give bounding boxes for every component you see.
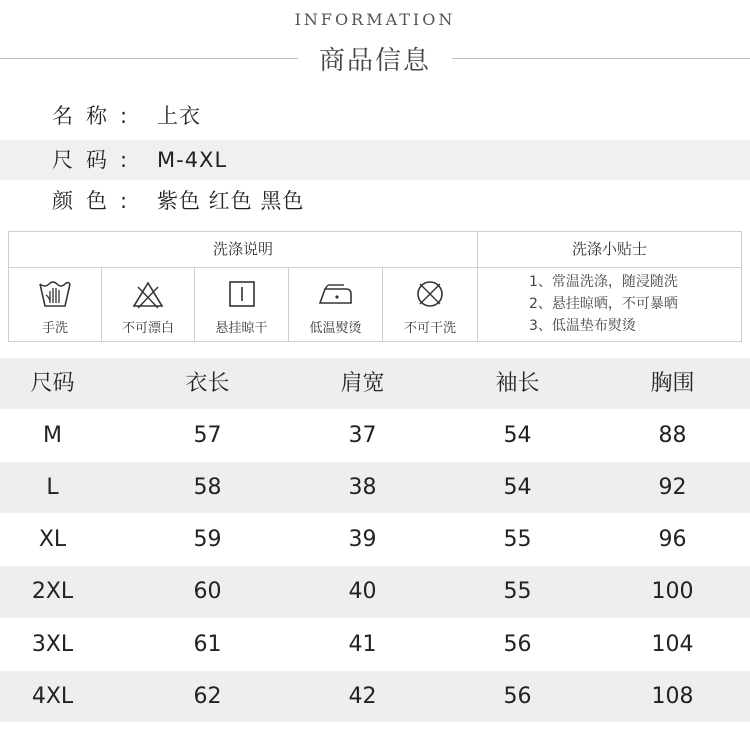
- size-header-cell: 肩宽: [340, 371, 385, 396]
- size-cell: 37: [348, 423, 377, 448]
- size-cell: M: [43, 423, 62, 448]
- size-cell: 56: [503, 684, 532, 709]
- care-item-no-dry-clean: [383, 268, 477, 341]
- care-tip: 2、悬挂晾晒，不可暴晒: [529, 296, 678, 312]
- size-cell: 54: [503, 475, 532, 500]
- size-cell: 62: [193, 684, 222, 709]
- no-bleach-icon: [130, 277, 166, 311]
- care-tips-title: 洗涤小贴士: [571, 240, 647, 258]
- table-row: [0, 513, 750, 566]
- info-row-color: [0, 181, 750, 221]
- hang-dry-icon: [224, 277, 260, 311]
- size-cell: 54: [503, 423, 532, 448]
- table-row: [0, 462, 750, 513]
- care-item-hang-dry: [195, 268, 289, 341]
- size-cell: 59: [193, 527, 222, 552]
- care-item-hand-wash: [9, 268, 102, 341]
- page-title: 商品信息: [318, 46, 431, 76]
- size-header-cell: 尺码: [30, 371, 75, 396]
- info-label-name: 名称:: [52, 104, 141, 128]
- info-value-name: 上衣: [157, 104, 201, 128]
- size-cell: 57: [193, 423, 222, 448]
- size-cell: 38: [348, 475, 377, 500]
- care-tip: 1、常温洗涤，随浸随洗: [529, 274, 678, 290]
- care-instructions-title: 洗涤说明: [212, 240, 273, 258]
- size-cell: 96: [658, 527, 687, 552]
- care-label-hand-wash: 手洗: [41, 321, 68, 336]
- size-cell: 60: [193, 579, 222, 604]
- care-item-no-bleach: [102, 268, 195, 341]
- care-column-divider: [477, 232, 478, 341]
- size-cell: 56: [503, 632, 532, 657]
- care-tip: 3、低温垫布熨烫: [529, 318, 636, 334]
- no-dry-clean-icon: [412, 277, 448, 311]
- english-title: INFORMATION: [294, 10, 456, 29]
- care-label-no-dry-clean: 不可干洗: [403, 321, 456, 336]
- size-cell: 108: [651, 684, 694, 709]
- hand-wash-icon: [37, 277, 73, 311]
- table-row: [0, 618, 750, 671]
- size-cell: L: [46, 475, 59, 500]
- size-header-cell: 胸围: [650, 371, 695, 396]
- info-label-size: 尺码:: [52, 148, 141, 172]
- size-cell: 100: [651, 579, 694, 604]
- info-row-name: [0, 96, 750, 136]
- size-header-cell: 衣长: [185, 371, 230, 396]
- info-value-size: M-4XL: [157, 148, 228, 172]
- care-label-low-iron: 低温熨烫: [309, 321, 362, 336]
- care-label-hang-dry: 悬挂晾干: [215, 321, 268, 336]
- table-row: [0, 671, 750, 722]
- info-label-color: 颜色:: [52, 189, 141, 213]
- size-cell: 2XL: [31, 579, 74, 604]
- care-item-low-iron: [289, 268, 383, 341]
- care-box: [8, 231, 742, 342]
- table-row: [0, 566, 750, 618]
- size-cell: 61: [193, 632, 222, 657]
- size-cell: XL: [38, 527, 67, 552]
- size-cell: 55: [503, 579, 532, 604]
- size-cell: 41: [348, 632, 377, 657]
- size-table-header: [0, 358, 750, 409]
- info-value-color: 紫色 红色 黑色: [157, 189, 305, 213]
- size-header-cell: 袖长: [495, 371, 540, 396]
- care-label-no-bleach: 不可漂白: [121, 321, 174, 336]
- info-row-size: [0, 140, 750, 180]
- care-tips: [529, 271, 739, 337]
- low-iron-icon: [316, 277, 356, 311]
- size-cell: 58: [193, 475, 222, 500]
- size-cell: 88: [658, 423, 687, 448]
- size-cell: 42: [348, 684, 377, 709]
- size-cell: 4XL: [31, 684, 74, 709]
- size-cell: 40: [348, 579, 377, 604]
- size-cell: 39: [348, 527, 377, 552]
- size-cell: 104: [651, 632, 694, 657]
- table-row: [0, 409, 750, 462]
- size-cell: 3XL: [31, 632, 74, 657]
- size-cell: 55: [503, 527, 532, 552]
- size-cell: 92: [658, 475, 687, 500]
